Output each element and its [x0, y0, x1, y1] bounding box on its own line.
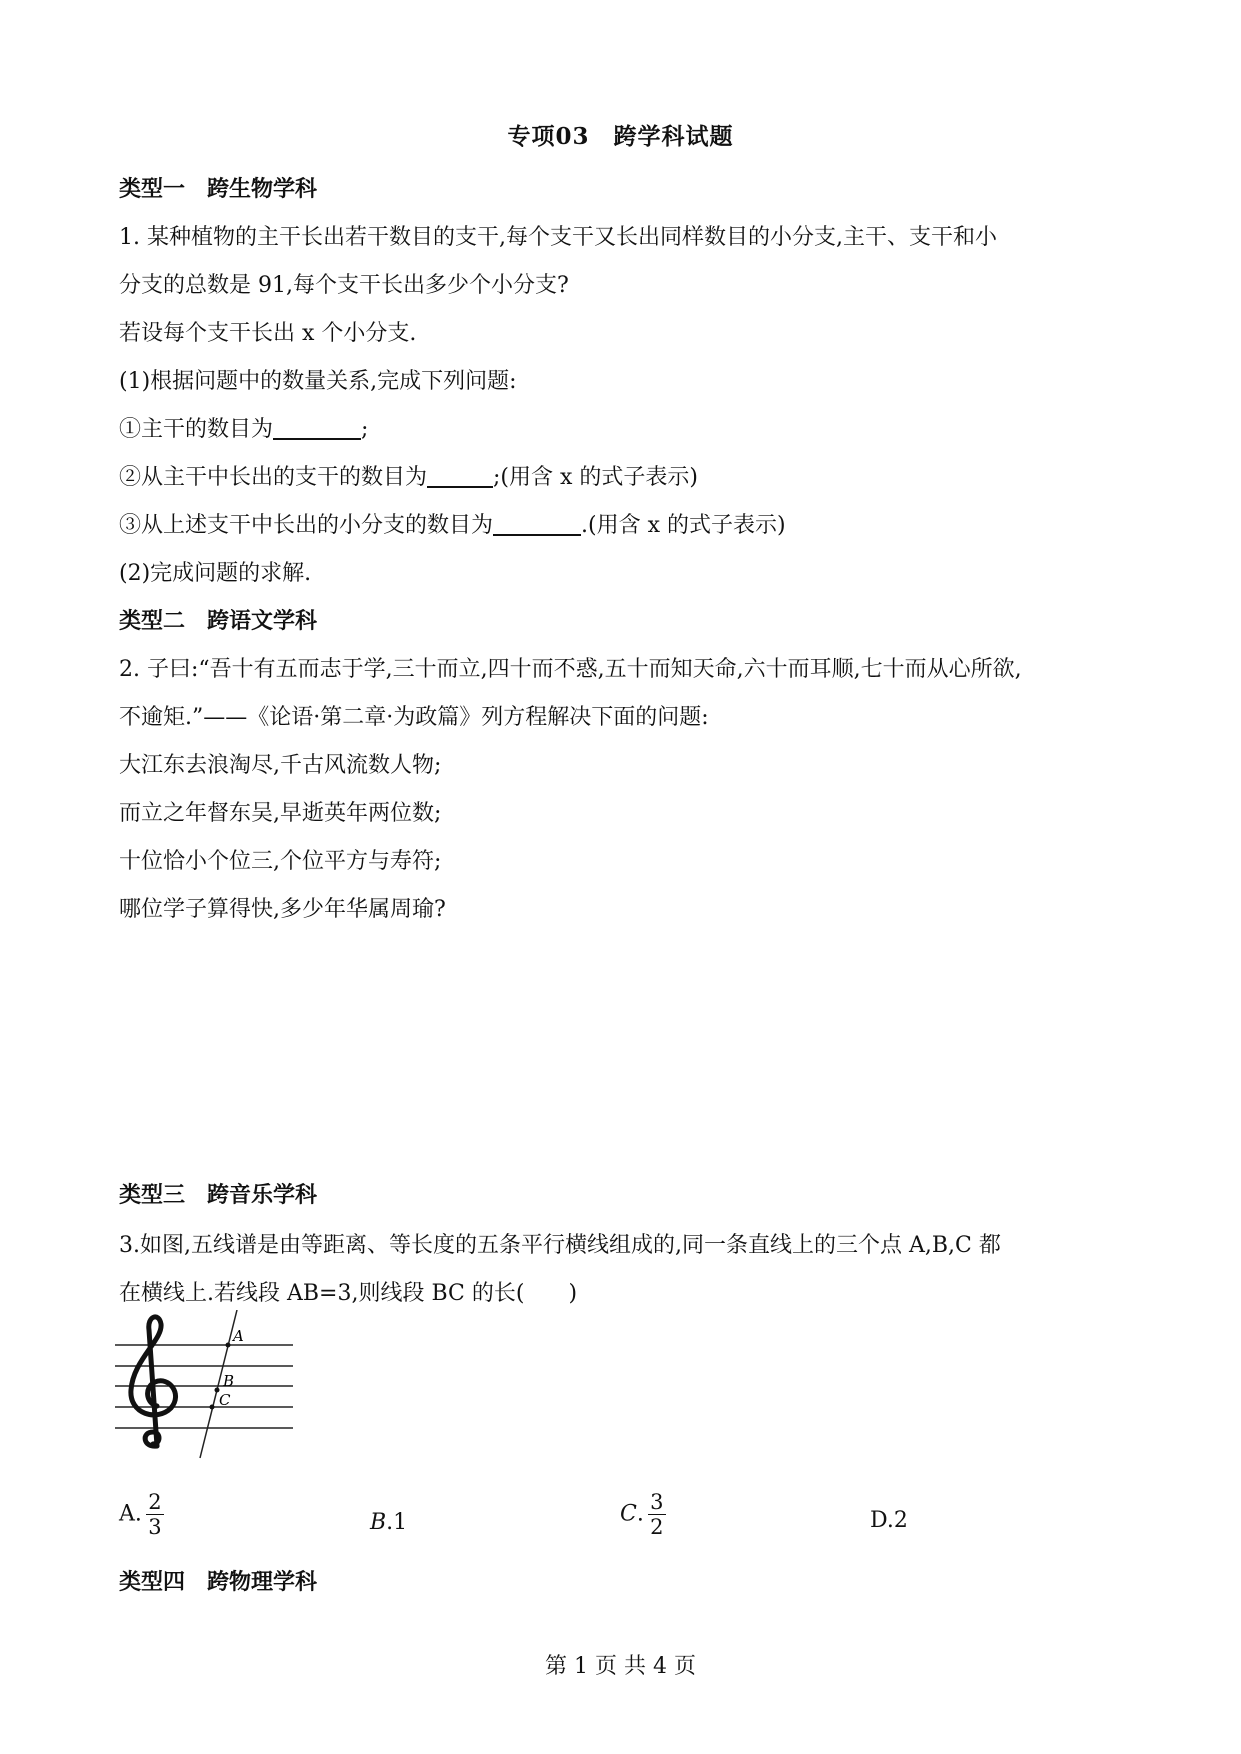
- treble-clef-icon: [131, 1317, 176, 1446]
- label-a: A: [233, 1327, 244, 1345]
- label-b: B: [223, 1372, 235, 1390]
- choice-c-dot: .: [636, 1501, 644, 1527]
- choice-c-denominator: 2: [650, 1515, 664, 1539]
- choice-b-letter: B: [370, 1510, 387, 1535]
- q1-line-1: 1. 某种植物的主干长出若干数目的支干,每个支干又长出同样数目的小分支,主干、支干和小: [119, 225, 997, 250]
- music-staff-figure: [113, 1310, 303, 1460]
- choice-c-fraction: [648, 1490, 666, 1539]
- point-c: [210, 1405, 215, 1410]
- q1-item-3-end: .(用含 x 的式子表示): [581, 513, 786, 538]
- q1-line-4: (1)根据问题中的数量关系,完成下列问题:: [119, 369, 517, 394]
- q1-line-6: [119, 460, 698, 491]
- q1-line-5: [119, 412, 368, 443]
- q1-item-2-text: ②从主干中长出的支干的数目为: [119, 465, 428, 490]
- q2-line-4: 而立之年督东吴,早逝英年两位数;: [119, 801, 442, 826]
- section-heading-chinese: 类型二 跨语文学科: [119, 608, 318, 634]
- q1-line-2: 分支的总数是 91,每个支干长出多少个小分支?: [119, 273, 569, 298]
- q3-line-2: 在横线上.若线段 AB=3,则线段 BC 的长( ): [119, 1281, 578, 1306]
- q2-line-5: 十位恰小个位三,个位平方与寿符;: [119, 849, 442, 874]
- choice-b[interactable]: [370, 1510, 407, 1535]
- q1-item-3-text: ③从上述支干中长出的小分支的数目为: [119, 513, 494, 538]
- q2-line-3: 大江东去浪淘尽,千古风流数人物;: [119, 753, 442, 778]
- answer-blank-2[interactable]: [427, 464, 493, 488]
- q1-line-8: (2)完成问题的求解.: [119, 561, 312, 586]
- choice-a-denominator: 3: [148, 1515, 162, 1539]
- q1-line-3: 若设每个支干长出 x 个小分支.: [119, 321, 417, 346]
- section-heading-music: 类型三 跨音乐学科: [119, 1182, 318, 1208]
- choice-a-numerator: 2: [148, 1490, 162, 1514]
- q1-item-1-end: ;: [361, 417, 369, 442]
- page-title: 专项03 跨学科试题: [507, 123, 734, 150]
- q1-item-1-text: ①主干的数目为: [119, 417, 274, 442]
- q1-line-7: [119, 508, 786, 539]
- choice-a-label: A.: [119, 1501, 142, 1527]
- choice-a[interactable]: [119, 1490, 164, 1539]
- choice-c-letter: C: [620, 1501, 637, 1527]
- choice-d[interactable]: D.2: [870, 1508, 908, 1533]
- choice-c-numerator: 3: [650, 1490, 664, 1514]
- section-heading-physics: 类型四 跨物理学科: [119, 1569, 318, 1595]
- q3-line-1: 3.如图,五线谱是由等距离、等长度的五条平行横线组成的,同一条直线上的三个点 A,B,C 都: [119, 1233, 1001, 1258]
- q2-line-6: 哪位学子算得快,多少年华属周瑜?: [119, 897, 446, 922]
- choice-a-fraction: [146, 1490, 164, 1539]
- answer-blank-1[interactable]: [273, 416, 361, 440]
- page-footer: 第 1 页 共 4 页: [545, 1654, 696, 1679]
- point-a: [226, 1343, 231, 1348]
- choice-b-value: .1: [386, 1510, 408, 1535]
- label-c: C: [219, 1391, 231, 1409]
- answer-blank-3[interactable]: [493, 512, 581, 536]
- section-heading-biology: 类型一 跨生物学科: [119, 176, 318, 202]
- choice-c[interactable]: [620, 1490, 666, 1539]
- q2-line-1: 2. 子曰:“吾十有五而志于学,三十而立,四十而不惑,五十而知天命,六十而耳顺,七十而从心所欲,: [119, 657, 1022, 682]
- q1-item-2-end: ;(用含 x 的式子表示): [493, 465, 698, 490]
- q2-line-2: 不逾矩.”——《论语·第二章·为政篇》列方程解决下面的问题:: [119, 705, 709, 730]
